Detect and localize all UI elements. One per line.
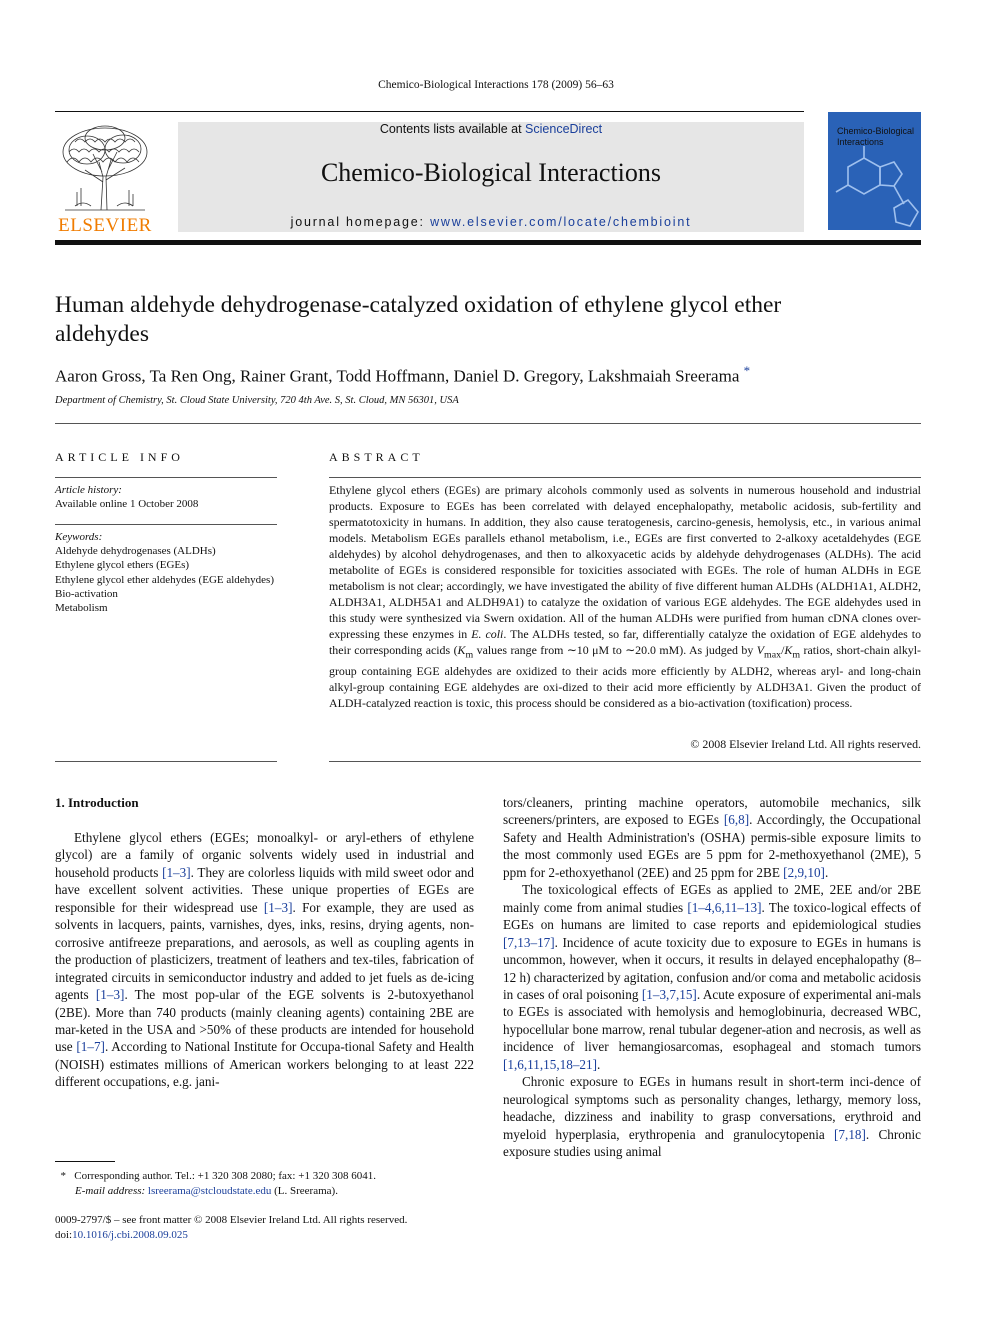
intro-paragraph: The toxicological effects of EGEs as applied to 2ME, 2EE and/or 2BE mainly come from animal studies [1–4,6,11–13]. The toxico-logical effects of EGEs on humans are limited to case reports and epidemiological studies [7,13–17]. Incidence of acute toxicity due to exposure to EGEs in humans is uncommon, however, when it occurs, it results in delayed encephalopathy (8–12 h) characterized by agitation, confusion and/or coma and metabolic acidosis in cases of oral poisoning [1–3,7,15]. Acute exposure of experimental ani-mals to EGEs is associated with hemolysis and hemoglobinuria, decreased WBC, hypocellular bone marrow, renal tubular degener-ation and necrosis, as well as incidence of liver hemangiosarcomas, esophageal and stomach tumors [1,6,11,15,18–21]. — [503, 882, 922, 1072]
article-info-divider — [55, 524, 277, 525]
abstract-heading: ABSTRACT — [329, 450, 424, 464]
citation-link[interactable]: [1–3] — [162, 864, 191, 880]
affiliation-rule — [55, 423, 921, 424]
abstract-bottom-rule — [329, 761, 921, 762]
footnote-line: * Corresponding author. Tel.: +1 320 308 2080; fax: +1 320 308 6041. — [60, 1170, 376, 1182]
sciencedirect-link[interactable]: ScienceDirect — [525, 122, 603, 136]
issn-line: 0009-2797/$ – see front matter © 2008 Elsevier Ireland Ltd. All rights reserved. — [55, 1214, 408, 1226]
citation-link[interactable]: [7,13–17] — [503, 934, 555, 950]
introduction-heading: 1. Introduction — [55, 795, 139, 810]
corresponding-author-footnote — [55, 1169, 485, 1199]
doi-link[interactable]: 10.1016/j.cbi.2008.09.025 — [72, 1229, 188, 1241]
keyword-item: Metabolism — [55, 602, 108, 615]
homepage-link[interactable]: www.elsevier.com/locate/chembioint — [430, 215, 692, 229]
footnote-rule — [55, 1161, 115, 1162]
cover-title: Chemico-Biological Interactions — [837, 126, 915, 147]
keyword-item: Aldehyde dehydrogenases (ALDHs) — [55, 545, 216, 558]
journal-masthead — [178, 122, 804, 232]
corresponding-author-link[interactable]: * — [743, 363, 751, 378]
article-info-heading: ARTICLE INFO — [55, 450, 184, 464]
keywords — [55, 530, 277, 615]
citation-link[interactable]: [1–4,6,11–13] — [687, 899, 762, 915]
citation-link[interactable]: [1–3] — [95, 987, 125, 1003]
contents-prefix: Contents lists available at — [379, 122, 526, 136]
article-info-rule — [55, 477, 277, 478]
footnote-email-line: E-mail address: lsreerama@stcloudstate.edu (L. Sreerama). — [75, 1185, 338, 1197]
keywords-label: Keywords: — [55, 531, 103, 543]
doi-line: doi:10.1016/j.cbi.2008.09.025 — [55, 1229, 188, 1241]
elsevier-wordmark: ELSEVIER — [58, 215, 152, 236]
email-link[interactable]: lsreerama@stcloudstate.edu — [147, 1185, 272, 1197]
history-value: Available online 1 October 2008 — [55, 498, 199, 510]
history-label: Article history: — [55, 484, 122, 496]
author-list — [55, 363, 921, 387]
elsevier-logo[interactable] — [55, 122, 155, 236]
keyword-item: Ethylene glycol ethers (EGEs) — [55, 559, 190, 572]
authors-text: Aaron Gross, Ta Ren Ong, Rainer Grant, Todd Hoffmann, Daniel D. Gregory, Lakshmaiah Sreerama — [55, 366, 740, 386]
intro-column-left — [55, 829, 474, 1091]
journal-cover[interactable] — [828, 112, 921, 230]
intro-paragraph: Ethylene glycol ethers (EGEs; monoalkyl- or aryl-ethers of ethylene glycol) are a family of organic solvents widely used in industrial and household products [1–3]. They are colorless liquids with mild sweet odor and have excellent solvent activities. These unique properties of EGEs are responsible for their widespread use [1–3]. For example, they are used as solvents in lacquers, paints, varnishes, dyes, inks, resins, drying agents, non-corrosive antifreeze preparations, and aerosols, as well as coupling agents in the production of plasticizers, treatment of leathers and tex-tiles, fabrication of integrated circuits in semiconductor industry and added to jet fuels as de-icing agents [1–3]. The most pop-ular of the EGE solvents is 2-butoxyethanol (2BE). More than 740 products (mainly cleaning agents) containing 2BE are mar-keted in the USA and >50% of these products are intended for household use [1–7]. According to National Institute for Occupa-tional Safety and Health (NOISH) estimates millions of American workers belonging to at least 222 different occupations, e.g. jani- — [55, 830, 474, 1090]
contents-line — [178, 122, 804, 136]
abstract-body: Ethylene glycol ethers (EGEs) are primary alcohols commonly used as solvents in numerous household and industrial products. Exposure to EGEs has been correlated with delayed encephalopathy, metabolic acidosis, sub-fertility and spermatotoxicity in humans. In addition, they also cause teratogenesis, carcino-genesis, hemolysis, etc., in various animal models. Metabolism EGEs parallels ethanol metabolism, i.e., EGEs are first converted to 2-alkoxy acetaldehydes (EGE aldehydes) by alcohol dehydrogenases, and then to alkoxyacetic acids by aldehyde dehydrogenases (ALDHs). The acid metabolite of EGEs is considered responsible for toxicities associated with EGEs. The role of human ALDHs in EGE metabolism is not clear; accordingly, we have investigated the ability of five different human ALDHs (ALDH1A1, ALDH2, ALDH3A1, ALDH5A1 and ALDH9A1) to catalyze the oxidation of various EGE aldehydes. The EGE aldehydes used in this study were synthesized via Swern oxidation. All of the human ALDHs were purified from human cDNA clones over-expressing these enzymes in E. coli. The ALDHs tested, so far, differentially catalyze the oxidation of EGE aldehydes to their corresponding acids ($K_m$ values range from ∼10 μM to ∼20.0 mM). As judged by $V_{max}/K_m$ ratios, short-chain alkyl-group containing EGE aldehydes are oxidized to their acids more efficiently by ALDH2, whereas aryl- and long-chain alkyl-group containing EGE aldehydes are oxi-dized to their acid more efficiently by ALDH3A1. Given the product of ALDH-catalyzed reaction is toxic, this process should be considered as a bio-activation (toxification) process. — [329, 483, 922, 711]
running-head: Chemico-Biological Interactions 178 (2009) 56–63 — [378, 79, 614, 91]
journal-homepage — [178, 215, 804, 229]
elsevier-tree-icon — [55, 122, 155, 212]
citation-link[interactable]: [2,9,10] — [783, 864, 825, 880]
citation-link[interactable]: [1,6,11,15,18–21] — [503, 1056, 598, 1072]
homepage-prefix: journal homepage: — [290, 215, 431, 229]
header-rule-top — [55, 111, 804, 112]
article-history — [55, 483, 277, 511]
abstract-copyright: © 2008 Elsevier Ireland Ltd. All rights reserved. — [690, 737, 921, 751]
intro-column-right — [503, 794, 921, 1161]
abstract-rule — [329, 477, 921, 478]
citation-link[interactable]: [1–3] — [263, 899, 293, 915]
header-rule-bottom — [55, 240, 921, 245]
keyword-item: Bio-activation — [55, 587, 118, 600]
article-title: Human aldehyde dehydrogenase-catalyzed oxidation of ethylene glycol ether aldehydes — [55, 292, 782, 347]
journal-title: Chemico-Biological Interactions — [320, 158, 662, 187]
citation-link[interactable]: [7,18] — [834, 1126, 866, 1142]
keyword-item: Ethylene glycol ether aldehydes (EGE aldehydes) — [55, 573, 275, 586]
citation-link[interactable]: [1–7] — [76, 1039, 105, 1055]
article-info-bottom-rule — [55, 761, 277, 762]
affiliation: Department of Chemistry, St. Cloud State University, 720 4th Ave. S, St. Cloud, MN 56301, USA — [55, 395, 459, 406]
intro-paragraph: Chronic exposure to EGEs in humans result in short-term inci-dence of neurological symptoms such as personality changes, lethargy, memory loss, headache, dizziness and inability to grasp conversations, erythroid and myeloid hyperplasia, erythropenia and granulocytopenia [7,18]. Chronic exposure studies using animal — [503, 1074, 921, 1160]
citation-link[interactable]: [1–3,7,15] — [641, 986, 697, 1002]
citation-link[interactable]: [6,8] — [723, 812, 750, 828]
front-matter — [55, 1213, 555, 1243]
intro-paragraph: tors/cleaners, printing machine operators, automobile mechanics, silk screeners/printers, are exposed to EGEs [6,8]. Accordingly, the Occupational Safety and Health Administration's (OSHA) permis-sible exposure limits to the most commonly used EGEs are 5 ppm for 2-methoxyethanol (2ME), 5 ppm for 2-ethoxyethanol (2EE) and 25 ppm for 2BE [2,9,10]. — [503, 795, 921, 880]
